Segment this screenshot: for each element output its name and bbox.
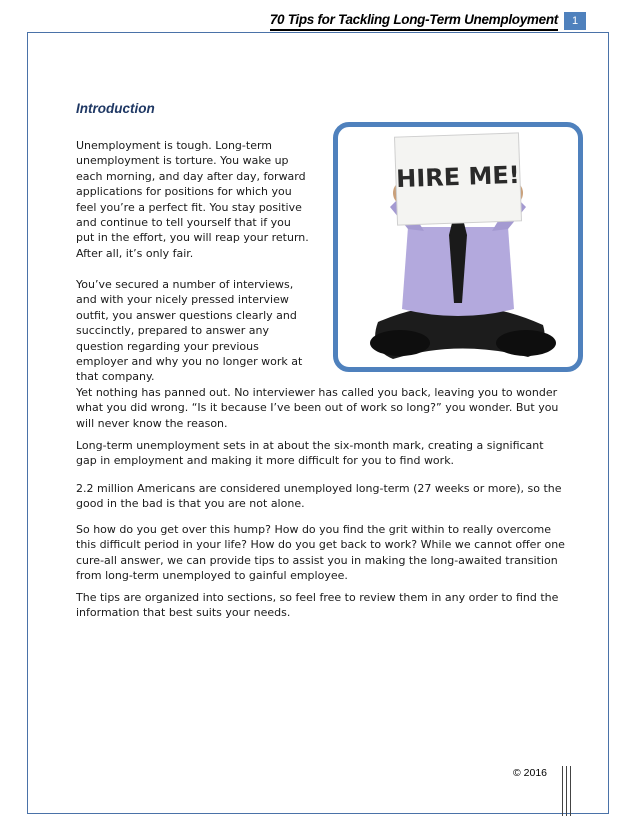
hire-me-illustration (338, 127, 578, 367)
left-shoe (370, 330, 430, 356)
paragraph: So how do you get over this hump? How do you find the grit within to really overcome this difficult period in your life? How do you get back to work? While we cannot offer one cure-all answer, we can provide tips to assist you in making the long-awaited transition from long-term unemployed to gainful employee. (76, 523, 565, 583)
paragraph: Yet nothing has panned out. No interviewer has called you back, leaving you to wonder what you did wrong. “Is it because I’ve been out of work so long?” you wonder. But you will never know the reason. (76, 386, 559, 430)
footer-divider (570, 766, 571, 816)
paragraph: Long-term unemployment sets in at about the six-month mark, creating a significant gap in employment and making it more difficult for you to find work. (76, 439, 544, 468)
paragraph: The tips are organized into sections, so feel free to review them in any order to find the information that best suits your needs. (76, 591, 559, 620)
paragraph: 2.2 million Americans are considered unemployed long-term (27 weeks or more), so the good in the bad is that you are not alone. (76, 482, 562, 511)
paragraph: Unemployment is tough. Long-term unemployment is torture. You wake up each morning, and day after day, forward applications for positions for which you feel you’re a perfect fit. You stay positive and continue to tell yourself that if you put in the effort, you will reap your return. After all, it’s only fair. (76, 139, 309, 260)
section-heading: Introduction (76, 101, 155, 116)
footer-divider (562, 766, 563, 816)
document-title: 70 Tips for Tackling Long-Term Unemployment (270, 12, 558, 31)
paragraph: You’ve secured a number of interviews, and with your nicely pressed interview outfit, you answer questions clearly and succinctly, prepared to answer any question regarding your previous employer and why you no longer work at that company. (76, 278, 303, 384)
hire-me-photo (333, 122, 583, 372)
right-shoe (496, 330, 556, 356)
page-number-badge: 1 (564, 12, 586, 30)
copyright-notice: © 2016 (513, 767, 548, 779)
sign-text: HIRE ME! (395, 160, 521, 194)
footer-divider (566, 766, 567, 816)
